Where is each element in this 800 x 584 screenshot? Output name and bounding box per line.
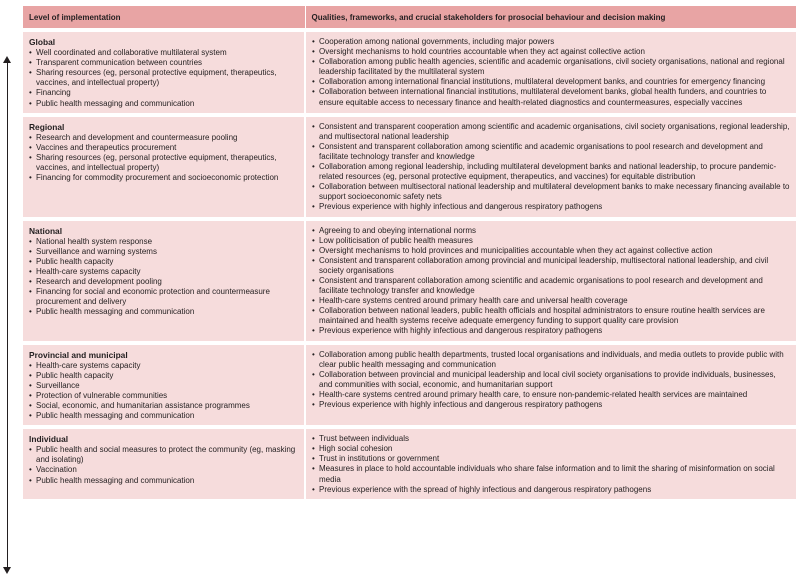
level-item: • Public health messaging and communication [29,307,298,317]
level-item: • Surveillance [29,381,298,391]
level-title: Global [29,37,56,47]
table-row [23,219,796,343]
level-cell [23,115,305,219]
quality-item: • Health-care systems centred around primary health care, to ensure non-pandemic-related health services are maintained [312,390,790,400]
level-item: • Health-care systems capacity [29,361,298,371]
level-item: • Vaccines and therapeutics procurement [29,143,298,153]
quality-item: • Collaboration among international financial institutions, multilateral development banks, and countries for emergency financing [312,77,790,87]
level-cell [23,30,305,115]
table-row [23,115,796,219]
level-item: • Transparent communication between countries [29,58,298,68]
quality-item: • Consistent and transparent cooperation among scientific and academic organisations, civil society organisations, regional leadership, and multisectoral national leadership [312,122,790,142]
quality-item: • Consistent and transparent collaboration among scientific and academic organisations to pool research and development and facilitate technology transfer and knowledge [312,142,790,162]
quality-item: • Previous experience with the spread of highly infectious and dangerous respiratory pathogens [312,485,790,495]
implementation-table [23,6,797,499]
quality-item: • Low politicisation of public health measures [312,236,790,246]
level-item: • National health system response [29,237,298,247]
level-cell [23,343,305,428]
table-row [23,427,796,499]
quality-item: • Collaboration between national leaders, public health officials and hospital administrators to ensure routine health services are maintained and health systems receive adequate emergency funding to support quality care provision [312,306,790,326]
quality-item: • Consistent and transparent collaboration among provincial and municipal leadership, multisectoral national leadership, and civil society organisations [312,256,790,276]
level-item: • Public health messaging and communication [29,476,298,486]
qualities-cell [305,219,796,343]
qualities-cell [305,427,796,499]
quality-item: • Collaboration among public health departments, trusted local organisations and individuals, and media outlets to provide public with clear public health messaging and communication [312,350,790,370]
level-item: • Financing for social and economic protection and countermeasure procurement and delivery [29,287,298,307]
level-item-list [29,237,298,318]
level-item: • Financing [29,88,298,98]
level-item: • Well coordinated and collaborative multilateral system [29,48,298,58]
quality-item: • High social cohesion [312,444,790,454]
quality-item: • Measures in place to hold accountable individuals who share false information and to limit the sharing of misinformation on social media [312,464,790,484]
level-item: • Surveillance and warning systems [29,247,298,257]
level-item-list [29,48,298,109]
level-cell [23,219,305,343]
quality-item: • Consistent and transparent collaboration among scientific and academic organisations to pool research and development and facilitate technology transfer and knowledge [312,276,790,296]
quality-item: • Oversight mechanisms to hold provinces and municipalities accountable when they act against collective action [312,246,790,256]
level-title: National [29,225,63,236]
quality-item: • Previous experience with highly infectious and dangerous respiratory pathogens [312,326,790,336]
level-item: • Public health messaging and communication [29,99,298,109]
header-qualities: Qualities, frameworks, and crucial stakeholders for prosocial behaviour and decision making [305,6,796,30]
quality-item: • Oversight mechanisms to hold countries accountable when they act against collective action [312,47,790,57]
qualities-list [312,37,790,108]
qualities-cell [305,343,796,428]
level-item: • Research and development and countermeasure pooling [29,133,298,143]
quality-item: • Previous experience with highly infectious and dangerous respiratory pathogens [312,202,790,212]
level-item: • Social, economic, and humanitarian assistance programmes [29,401,298,411]
arrow-down-icon [3,567,11,574]
quality-item: • Previous experience with highly infectious and dangerous respiratory pathogens [312,400,790,410]
quality-item: • Agreeing to and obeying international norms [312,226,790,236]
level-item: • Public health and social measures to protect the community (eg, masking and isolating) [29,445,298,465]
table-body [23,30,796,499]
level-item: • Public health capacity [29,257,298,267]
level-cell [23,427,305,499]
level-item-list [29,361,298,422]
quality-item: • Collaboration between multisectoral national leadership and multilateral development banks to make necessary financing available to support socioeconomic safety nets [312,182,790,202]
qualities-list [312,122,790,213]
quality-item: • Cooperation among national governments, including major powers [312,37,790,47]
level-title: Individual [29,434,69,445]
level-item: • Public health messaging and communication [29,411,298,421]
level-item: • Health-care systems capacity [29,267,298,277]
table-row [23,30,796,115]
qualities-list [312,434,790,495]
qualities-cell [305,30,796,115]
quality-item: • Collaboration between provincial and municipal leadership and local civil society organisations to provide individuals, businesses, and communities with social, economic, and humanitarian support [312,370,790,390]
header-level: Level of implementation [23,6,305,30]
level-item: • Research and development pooling [29,277,298,287]
qualities-list [312,350,790,411]
quality-item: • Collaboration between international financial institutions, multilateral develoment banks, global health funders, and countries to ensure equitable access to necessary finance and health-related diagnostics and countermeasures, especially vaccines [312,87,790,107]
level-item: • Financing for commodity procurement and socioeconomic protection [29,173,298,183]
qualities-list [312,226,790,337]
quality-item: • Trust in institutions or government [312,454,790,464]
level-title: Provincial and municipal [29,349,128,360]
level-item: • Vaccination [29,465,298,475]
quality-item: • Health-care systems centred around primary health care and universal health coverage [312,296,790,306]
level-item: • Sharing resources (eg, personal protective equipment, therapeutics, vaccines, and intellectual property) [29,153,298,173]
level-item: • Protection of vulnerable communities [29,391,298,401]
table-row [23,343,796,428]
level-item-list [29,133,298,183]
quality-item: • Collaboration among regional leadership, including multilateral development banks and national leadership, to procure pandemic-related resources (eg, personal protective equipment, therapeutics, and vaccines) for equitable distribution [312,162,790,182]
qualities-cell [305,115,796,219]
quality-item: • Trust between individuals [312,434,790,444]
level-title: Regional [29,121,65,132]
level-axis-arrow [7,60,8,570]
level-item: • Sharing resources (eg, personal protective equipment, therapeutics, vaccines, and intellectual property) [29,68,298,88]
level-item: • Public health capacity [29,371,298,381]
quality-item: • Collaboration among public health agencies, scientific and academic organisations, civil society organisations, national and regional leadership facilitated by the multilateral system [312,57,790,77]
level-item-list [29,445,298,485]
header-row [23,6,796,30]
